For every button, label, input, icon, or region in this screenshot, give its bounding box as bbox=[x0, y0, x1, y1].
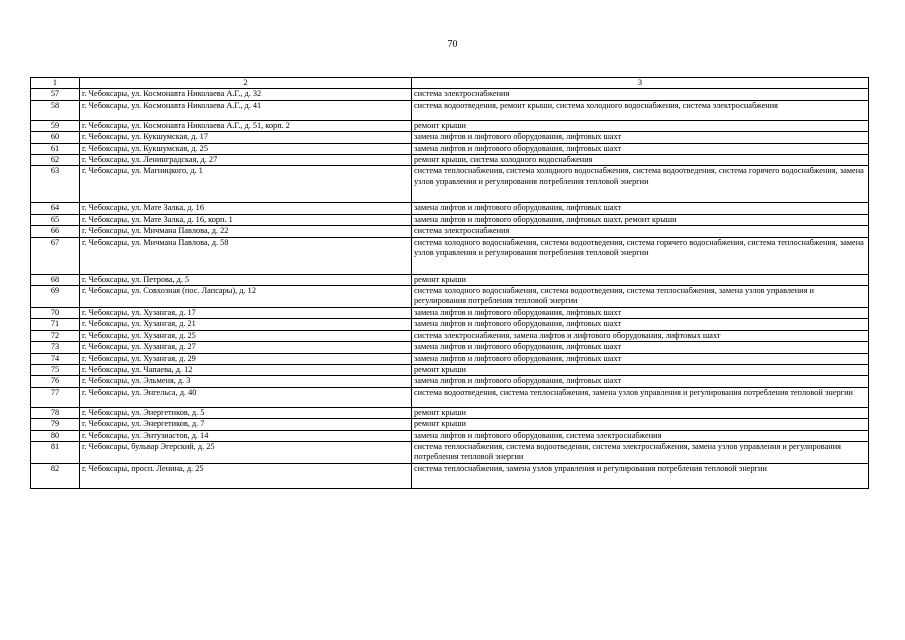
table-row bbox=[31, 307, 869, 318]
row-number: 66 bbox=[31, 226, 80, 237]
row-works: система электроснабжения bbox=[412, 226, 869, 237]
row-works: замена лифтов и лифтового оборудования, лифтовых шахт bbox=[412, 203, 869, 214]
row-number: 58 bbox=[31, 100, 80, 120]
row-address: г. Чебоксары, ул. Чапаева, д. 12 bbox=[80, 364, 412, 375]
row-address: г. Чебоксары, бульвар Эгерский, д. 25 bbox=[80, 441, 412, 463]
row-number: 76 bbox=[31, 376, 80, 387]
table-row bbox=[31, 132, 869, 143]
row-address: г. Чебоксары, ул. Эльменя, д. 3 bbox=[80, 376, 412, 387]
row-works: система холодного водоснабжения, система водоотведения, система горячего водоснабжения, система теплоснабжения, замена узлов управления и регулирования потребления тепловой энергии bbox=[412, 237, 869, 274]
table-row bbox=[31, 407, 869, 418]
table-row bbox=[31, 89, 869, 100]
row-works: ремонт крыши bbox=[412, 407, 869, 418]
row-works: замена лифтов и лифтового оборудования, лифтовых шахт bbox=[412, 319, 869, 330]
row-works: система водоотведения, система теплоснабжения, замена узлов управления и регулирования потребления тепловой энергии bbox=[412, 387, 869, 407]
table-row bbox=[31, 143, 869, 154]
header-col-address: 2 bbox=[80, 78, 412, 89]
row-number: 77 bbox=[31, 387, 80, 407]
row-address: г. Чебоксары, ул. Энергетиков, д. 5 bbox=[80, 407, 412, 418]
row-number: 80 bbox=[31, 430, 80, 441]
row-number: 75 bbox=[31, 364, 80, 375]
table-row bbox=[31, 100, 869, 120]
page-number: 70 bbox=[447, 39, 458, 50]
row-address: г. Чебоксары, ул. Кукшумская, д. 25 bbox=[80, 143, 412, 154]
table-row bbox=[31, 226, 869, 237]
row-address: г. Чебоксары, ул. Хузангая, д. 29 bbox=[80, 353, 412, 364]
row-number: 73 bbox=[31, 342, 80, 353]
table-row bbox=[31, 214, 869, 225]
row-works: замена лифтов и лифтового оборудования, лифтовых шахт bbox=[412, 353, 869, 364]
row-works: система электроснабжения bbox=[412, 89, 869, 100]
row-address: г. Чебоксары, ул. Энтузиастов, д. 14 bbox=[80, 430, 412, 441]
row-address: г. Чебоксары, ул. Магницкого, д. 1 bbox=[80, 166, 412, 203]
row-number: 67 bbox=[31, 237, 80, 274]
row-address: г. Чебоксары, ул. Кукшумская, д. 17 bbox=[80, 132, 412, 143]
row-address: г. Чебоксары, ул. Энгельса, д. 40 bbox=[80, 387, 412, 407]
row-address: г. Чебоксары, ул. Мичмана Павлова, д. 58 bbox=[80, 237, 412, 274]
row-works: ремонт крыши bbox=[412, 364, 869, 375]
row-address: г. Чебоксары, ул. Хузангая, д. 27 bbox=[80, 342, 412, 353]
row-works: замена лифтов и лифтового оборудования, лифтовых шахт bbox=[412, 143, 869, 154]
row-number: 74 bbox=[31, 353, 80, 364]
row-works: ремонт крыши bbox=[412, 419, 869, 430]
row-number: 79 bbox=[31, 419, 80, 430]
table-header-row bbox=[31, 78, 869, 89]
row-number: 61 bbox=[31, 143, 80, 154]
table-row bbox=[31, 166, 869, 203]
row-number: 69 bbox=[31, 286, 80, 308]
row-works: замена лифтов и лифтового оборудования, лифтовых шахт bbox=[412, 307, 869, 318]
row-number: 59 bbox=[31, 120, 80, 131]
table-row bbox=[31, 342, 869, 353]
table-row bbox=[31, 441, 869, 463]
row-address: г. Чебоксары, ул. Хузангая, д. 25 bbox=[80, 330, 412, 341]
table-row bbox=[31, 319, 869, 330]
row-works: замена лифтов и лифтового оборудования, лифтовых шахт, ремонт крыши bbox=[412, 214, 869, 225]
table-row bbox=[31, 330, 869, 341]
row-number: 78 bbox=[31, 407, 80, 418]
table-row bbox=[31, 120, 869, 131]
row-number: 64 bbox=[31, 203, 80, 214]
row-number: 72 bbox=[31, 330, 80, 341]
table-row bbox=[31, 430, 869, 441]
row-number: 82 bbox=[31, 463, 80, 488]
row-address: г. Чебоксары, просп. Ленина, д. 25 bbox=[80, 463, 412, 488]
row-works: замена лифтов и лифтового оборудования, лифтовых шахт bbox=[412, 132, 869, 143]
row-address: г. Чебоксары, ул. Мичмана Павлова, д. 22 bbox=[80, 226, 412, 237]
header-col-works: 3 bbox=[412, 78, 869, 89]
table-row bbox=[31, 237, 869, 274]
row-works: система холодного водоснабжения, система водоотведения, система теплоснабжения, замена узлов управления и регулирования потребления тепловой энергии bbox=[412, 286, 869, 308]
row-number: 62 bbox=[31, 155, 80, 166]
row-works: замена лифтов и лифтового оборудования, лифтовых шахт bbox=[412, 342, 869, 353]
row-works: система электроснабжения, замена лифтов и лифтового оборудования, лифтовых шахт bbox=[412, 330, 869, 341]
row-address: г. Чебоксары, ул. Хузангая, д. 21 bbox=[80, 319, 412, 330]
header-col-number: 1 bbox=[31, 78, 80, 89]
row-number: 70 bbox=[31, 307, 80, 318]
row-address: г. Чебоксары, ул. Энергетиков, д. 7 bbox=[80, 419, 412, 430]
row-number: 81 bbox=[31, 441, 80, 463]
table-row bbox=[31, 353, 869, 364]
row-works: система теплоснабжения, система холодного водоснабжения, система водоотведения, система горячего водоснабжения, замена узлов управления и регулирования потребления тепловой энергии bbox=[412, 166, 869, 203]
row-address: г. Чебоксары, ул. Ленинградская, д. 27 bbox=[80, 155, 412, 166]
row-works: замена лифтов и лифтового оборудования, лифтовых шахт bbox=[412, 376, 869, 387]
table-row bbox=[31, 364, 869, 375]
row-address: г. Чебоксары, ул. Совхозная (пос. Лапсары), д. 12 bbox=[80, 286, 412, 308]
table-row bbox=[31, 274, 869, 285]
row-number: 65 bbox=[31, 214, 80, 225]
row-works: система теплоснабжения, система водоотведения, система электроснабжения, замена узлов управления и регулирования потребления тепловой энергии bbox=[412, 441, 869, 463]
table-row bbox=[31, 419, 869, 430]
row-address: г. Чебоксары, ул. Космонавта Николаева А.Г., д. 51, корп. 2 bbox=[80, 120, 412, 131]
row-address: г. Чебоксары, ул. Мате Залка, д. 16 bbox=[80, 203, 412, 214]
row-address: г. Чебоксары, ул. Мате Залка, д. 16, корп. 1 bbox=[80, 214, 412, 225]
row-address: г. Чебоксары, ул. Хузангая, д. 17 bbox=[80, 307, 412, 318]
table-row bbox=[31, 155, 869, 166]
row-works: замена лифтов и лифтового оборудования, система электроснабжения bbox=[412, 430, 869, 441]
row-number: 57 bbox=[31, 89, 80, 100]
housing-repair-table bbox=[30, 77, 869, 489]
row-number: 63 bbox=[31, 166, 80, 203]
table-row bbox=[31, 387, 869, 407]
table-row bbox=[31, 463, 869, 488]
table-row bbox=[31, 376, 869, 387]
row-number: 60 bbox=[31, 132, 80, 143]
row-works: система теплоснабжения, замена узлов управления и регулирования потребления тепловой энергии bbox=[412, 463, 869, 488]
row-number: 71 bbox=[31, 319, 80, 330]
row-address: г. Чебоксары, ул. Космонавта Николаева А.Г., д. 32 bbox=[80, 89, 412, 100]
table-row bbox=[31, 203, 869, 214]
row-works: система водоотведения, ремонт крыши, система холодного водоснабжения, система электроснабжения bbox=[412, 100, 869, 120]
table-row bbox=[31, 286, 869, 308]
row-works: ремонт крыши, система холодного водоснабжения bbox=[412, 155, 869, 166]
row-works: ремонт крыши bbox=[412, 120, 869, 131]
row-works: ремонт крыши bbox=[412, 274, 869, 285]
row-address: г. Чебоксары, ул. Петрова, д. 5 bbox=[80, 274, 412, 285]
row-address: г. Чебоксары, ул. Космонавта Николаева А.Г., д. 41 bbox=[80, 100, 412, 120]
row-number: 68 bbox=[31, 274, 80, 285]
